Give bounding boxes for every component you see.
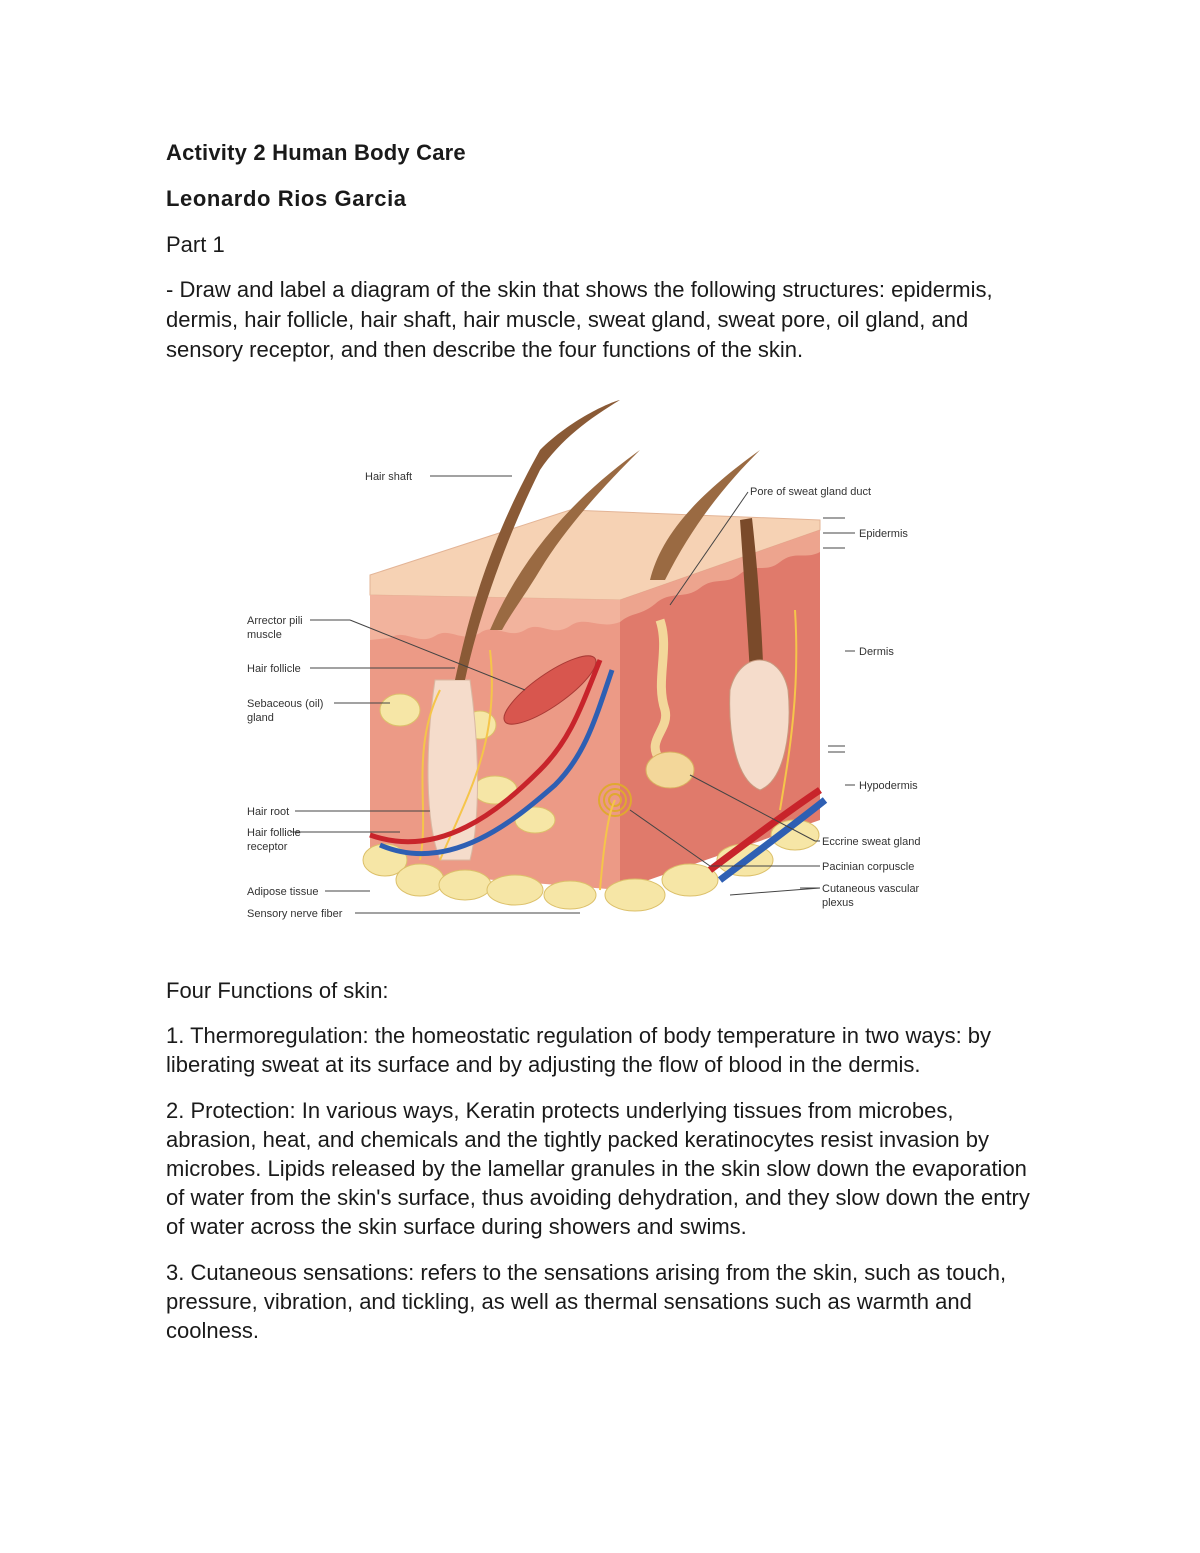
label-follicle-receptor-1: Hair follicle xyxy=(247,827,301,839)
label-arrector-pili-1: Arrector pili xyxy=(247,615,303,627)
label-arrector-pili-2: muscle xyxy=(247,629,282,641)
label-adipose: Adipose tissue xyxy=(247,886,319,898)
label-hair-follicle: Hair follicle xyxy=(247,663,301,675)
functions-heading: Four Functions of skin: xyxy=(166,978,389,1003)
label-hair-root: Hair root xyxy=(247,806,290,818)
label-hair-shaft: Hair shaft xyxy=(365,471,413,483)
label-follicle-receptor-2: receptor xyxy=(247,841,288,853)
function-item-protection: 2. Protection: In various ways, Keratin protects underlying tissues from microbes, abrasion, heat, and chemicals and the tightly packed keratinocytes resist invasion by microbes. Lipids released by the lamellar granules in the skin slow down the evaporation of water from the skin's surface, thus avoiding dehydration, and they slow down the entry of water across the skin surface during showers and swims. xyxy=(166,1098,1030,1239)
label-epidermis: Epidermis xyxy=(859,528,908,540)
skin-diagram-svg xyxy=(240,390,940,930)
assignment-prompt: - Draw and label a diagram of the skin that shows the following structures: epidermis, dermis, hair follicle, hair shaft, hair muscle, sweat gland, sweat pore, oil gland, and sensory receptor, and then describe the four functions of the skin. xyxy=(166,277,993,362)
label-eccrine: Eccrine sweat gland xyxy=(822,836,921,848)
author-name: Leonardo Rios Garcia xyxy=(166,186,407,211)
function-item-cutaneous-sensations: 3. Cutaneous sensations: refers to the sensations arising from the skin, such as touch, pressure, vibration, and tickling, as well as thermal sensations such as warmth and coolness. xyxy=(166,1260,1007,1343)
eccrine-sweat-gland xyxy=(646,752,694,788)
label-sebaceous-1: Sebaceous (oil) xyxy=(247,698,324,710)
function-item-thermoregulation: 1. Thermoregulation: the homeostatic regulation of body temperature in two ways: by liberating sweat at its surface and by adjusting the flow of blood in the dermis. xyxy=(166,1023,992,1077)
document-title: Activity 2 Human Body Care xyxy=(166,140,466,165)
label-vascular-2: plexus xyxy=(822,897,854,909)
part-heading: Part 1 xyxy=(166,232,225,257)
label-sensory-nerve: Sensory nerve fiber xyxy=(247,908,343,920)
label-vascular-1: Cutaneous vascular xyxy=(822,883,920,895)
label-pacinian: Pacinian corpuscle xyxy=(822,861,915,873)
label-pore: Pore of sweat gland duct xyxy=(750,486,872,498)
label-dermis: Dermis xyxy=(859,646,894,658)
skin-diagram xyxy=(240,390,940,930)
label-sebaceous-2: gland xyxy=(247,712,274,724)
label-hypodermis: Hypodermis xyxy=(859,780,918,792)
